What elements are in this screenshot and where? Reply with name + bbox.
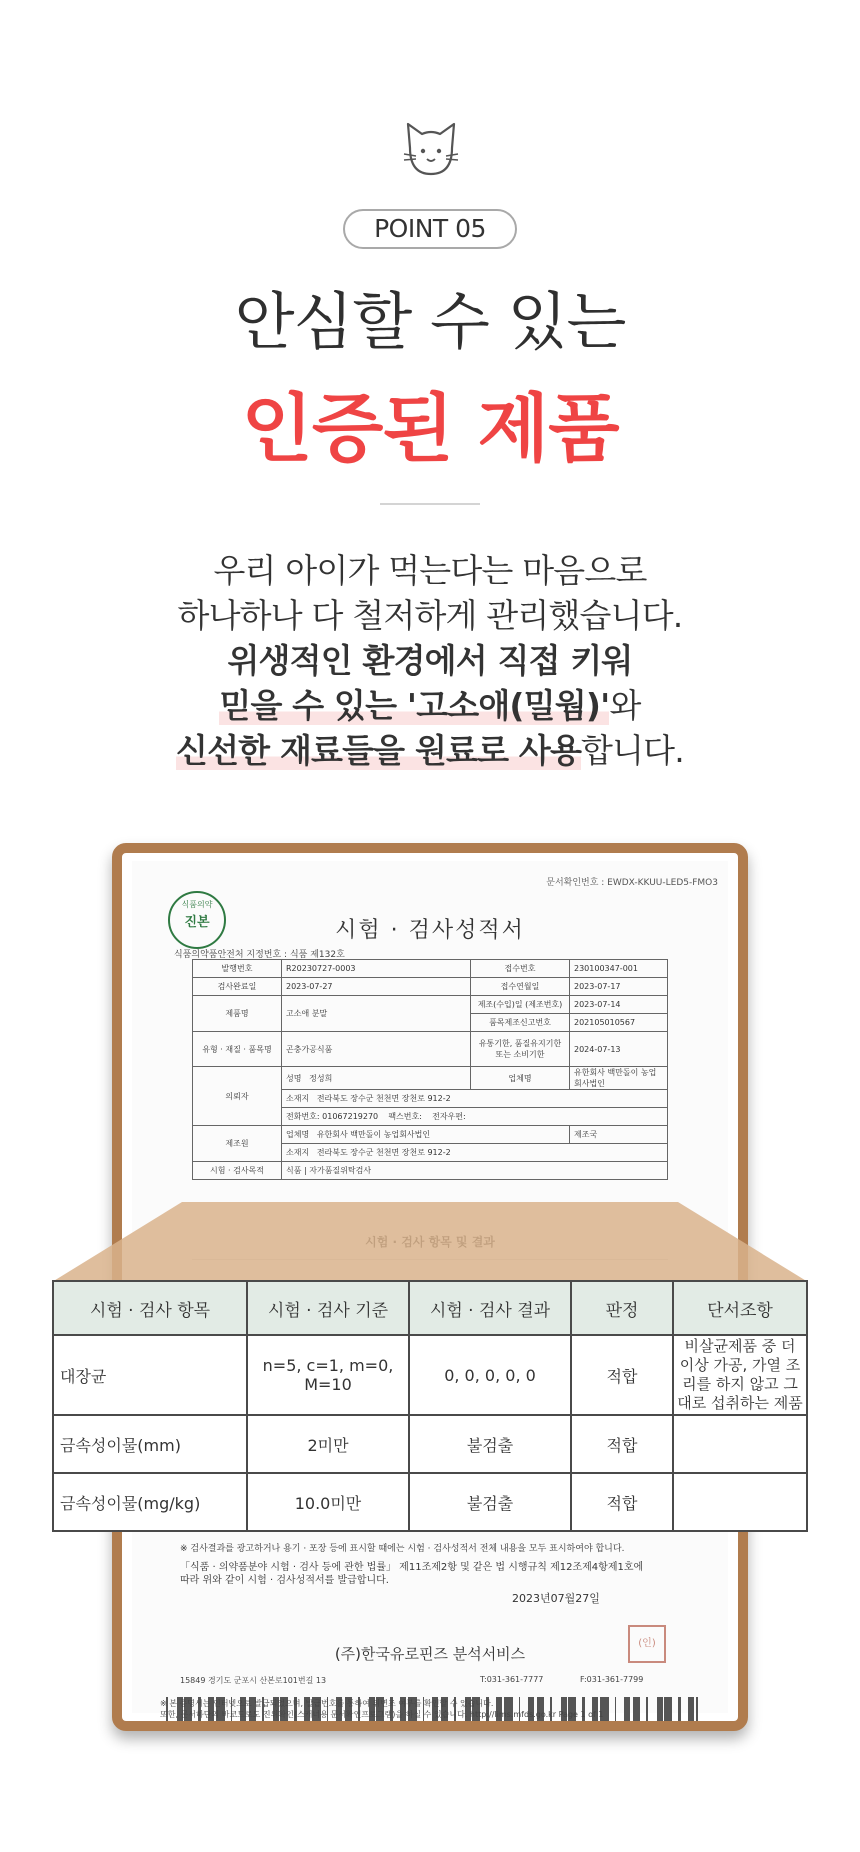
doc-law: 「식품 · 의약품분야 시험 · 검사 등에 관한 법률」 제11조제2항 및 같은 법 시행규칙 제12조제4항제1호에 따라 위와 같이 시험 · 검사성적서를 발급합니다. <box>180 1562 644 1586</box>
headline-line2: 인증된 제품 <box>241 386 619 472</box>
company-seal: (인) <box>628 1625 666 1663</box>
doc-info-table: 발행번호 R20230727-0003 접수번호 230100347-001 검사완료일 2023-07-27 접수연월일 2023-07-17 제품명 고소애 분말 제조(수입)일 (제조번호) 2023-07-14 품목제조신고번호 202105010567 유형 · 재질 · 품목명 곤충가공식품 유통기한, 품질유지기한 또는 소비기한 2024-07-13 의뢰자 성명 정성희 업체명 유한회사 백만돌이 농업회사법인 소재지 전라북도 장수군 천천면 장천로 912-2 전화번호: 01067219270 팩스번호: 전자우편: 제조원 업체명 유한회사 백만돌이 농업회사법인 제조국 소재지 전라북도 장수군 천천면 장천로 912-2 시험 · 검사목적 식품 | 자가품질위탁검사 <box>192 959 668 1180</box>
doc-footnotes: ※ 본 증명서는 인터넷으로 발급되었으며, 발급번호를 통하여 위변조 여부를 확인할 수 있습니다. 또한, 문서하단의 바코드로도 진위확인(스캐너용 문서확인프로그램)을 하실 수 있습니다. http://lims.mfds.go.kr Page 1 of 1 <box>160 1699 604 1719</box>
doc-designation: 식품의약품안전처 지정번호 : 식품 제132호 <box>174 950 345 960</box>
doc-note: ※ 검사결과를 광고하거나 용기 · 포장 등에 표시할 때에는 시험 · 검사성적서 전체 내용을 모두 표시하여야 합니다. <box>180 1544 625 1554</box>
authentic-stamp: 식품의약 진본 <box>168 891 226 949</box>
body-line5: 신선한 재료들을 원료로 사용합니다. <box>176 731 684 770</box>
results-header-row <box>53 1281 807 1335</box>
results-header: 시험 · 검사 항목 <box>53 1281 247 1335</box>
zoom-band <box>0 1200 860 1284</box>
table-row: 대장균 n=5, c=1, m=0, M=10 0, 0, 0, 0, 0 적합 비살균제품 중 더 이상 가공, 가열 조리를 하지 않고 그대로 섭취하는 제품 <box>53 1335 807 1415</box>
results-header: 판정 <box>571 1281 673 1335</box>
body-line2: 하나하나 다 철저하게 관리했습니다. <box>177 596 683 635</box>
body-line4: 믿을 수 있는 '고소애(밀웜)'와 <box>219 686 641 725</box>
body-line1: 우리 아이가 먹는다는 마음으로 <box>213 551 647 590</box>
doc-date: 2023년07월27일 <box>512 1592 600 1605</box>
body-line3: 위생적인 환경에서 직접 키워 <box>227 641 633 680</box>
table-row: 금속성이물(mm) 2미만 불검출 적합 <box>53 1415 807 1473</box>
point-badge: POINT 05 <box>343 209 517 249</box>
doc-issuer: (주)한국유로핀즈 분석서비스 <box>334 1645 526 1663</box>
certificate-paper: 문서확인번호 : EWDX-KKUU-LED5-FMO3 식품의약 진본 시험 · 검사성적서 식품의약품안전처 지정번호 : 식품 제132호 발행번호 R20230727-0003 접수번호 230100347-001 검사완료일 2023-07-27 접수연월일 2023-07-17 제품명 고소애 분말 제조(수입)일 (제조번호) 2023-07-14 품목제조신고번호 202105010567 유형 · 재질 · 품목명 곤충가공식품 유통기한, 품질유지기한 또는 소비기한 2024-07-13 의뢰자 성명 정성희 업체명 유한회사 백만돌이 농업회사법인 소재지 전라북도 장수군 천천면 장천로 912-2 전화번호: 01067219270 팩스번호: 전자우편: 제조원 업체명 유한회사 백만돌이 농업회사법인 제조국 소재지 전라북도 장수군 천천면 장천로 912-2 시험 · 검사목적 식품 | 자가품질위탁검사 ※ 검사결과를 광고하거나 용기 · 포장 등에 표시할 때에는 시험 · 검사성적서 전체 내용을 모두 표시하여야 합니다. 「식품 · 의약품분야 시험 · 검사 등에 관한 법률」 제11조제2항 및 같은 법 시행규칙 제12조제4항제1호에 따라 위와 같이 시험 · 검사성적서를 발급합니다. 2023년07월27일 (주)한국유로핀즈 분석서비스 (인) 15849 경기도 군포시 산본로101번길 13 T:031-361-7777 F:031-361-7799 <box>132 861 728 1713</box>
results-table <box>52 1280 808 1532</box>
headline-line1: 안심할 수 있는 <box>234 285 626 358</box>
results-header: 단서조항 <box>673 1281 807 1335</box>
doc-number: 문서확인번호 : EWDX-KKUU-LED5-FMO3 <box>546 878 718 888</box>
results-header: 시험 · 검사 기준 <box>247 1281 409 1335</box>
doc-title: 시험 · 검사성적서 <box>335 918 525 943</box>
results-header: 시험 · 검사 결과 <box>409 1281 571 1335</box>
cat-icon <box>402 118 460 182</box>
table-row: 금속성이물(mg/kg) 10.0미만 불검출 적합 <box>53 1473 807 1531</box>
divider <box>380 503 480 505</box>
body-copy <box>0 548 860 773</box>
